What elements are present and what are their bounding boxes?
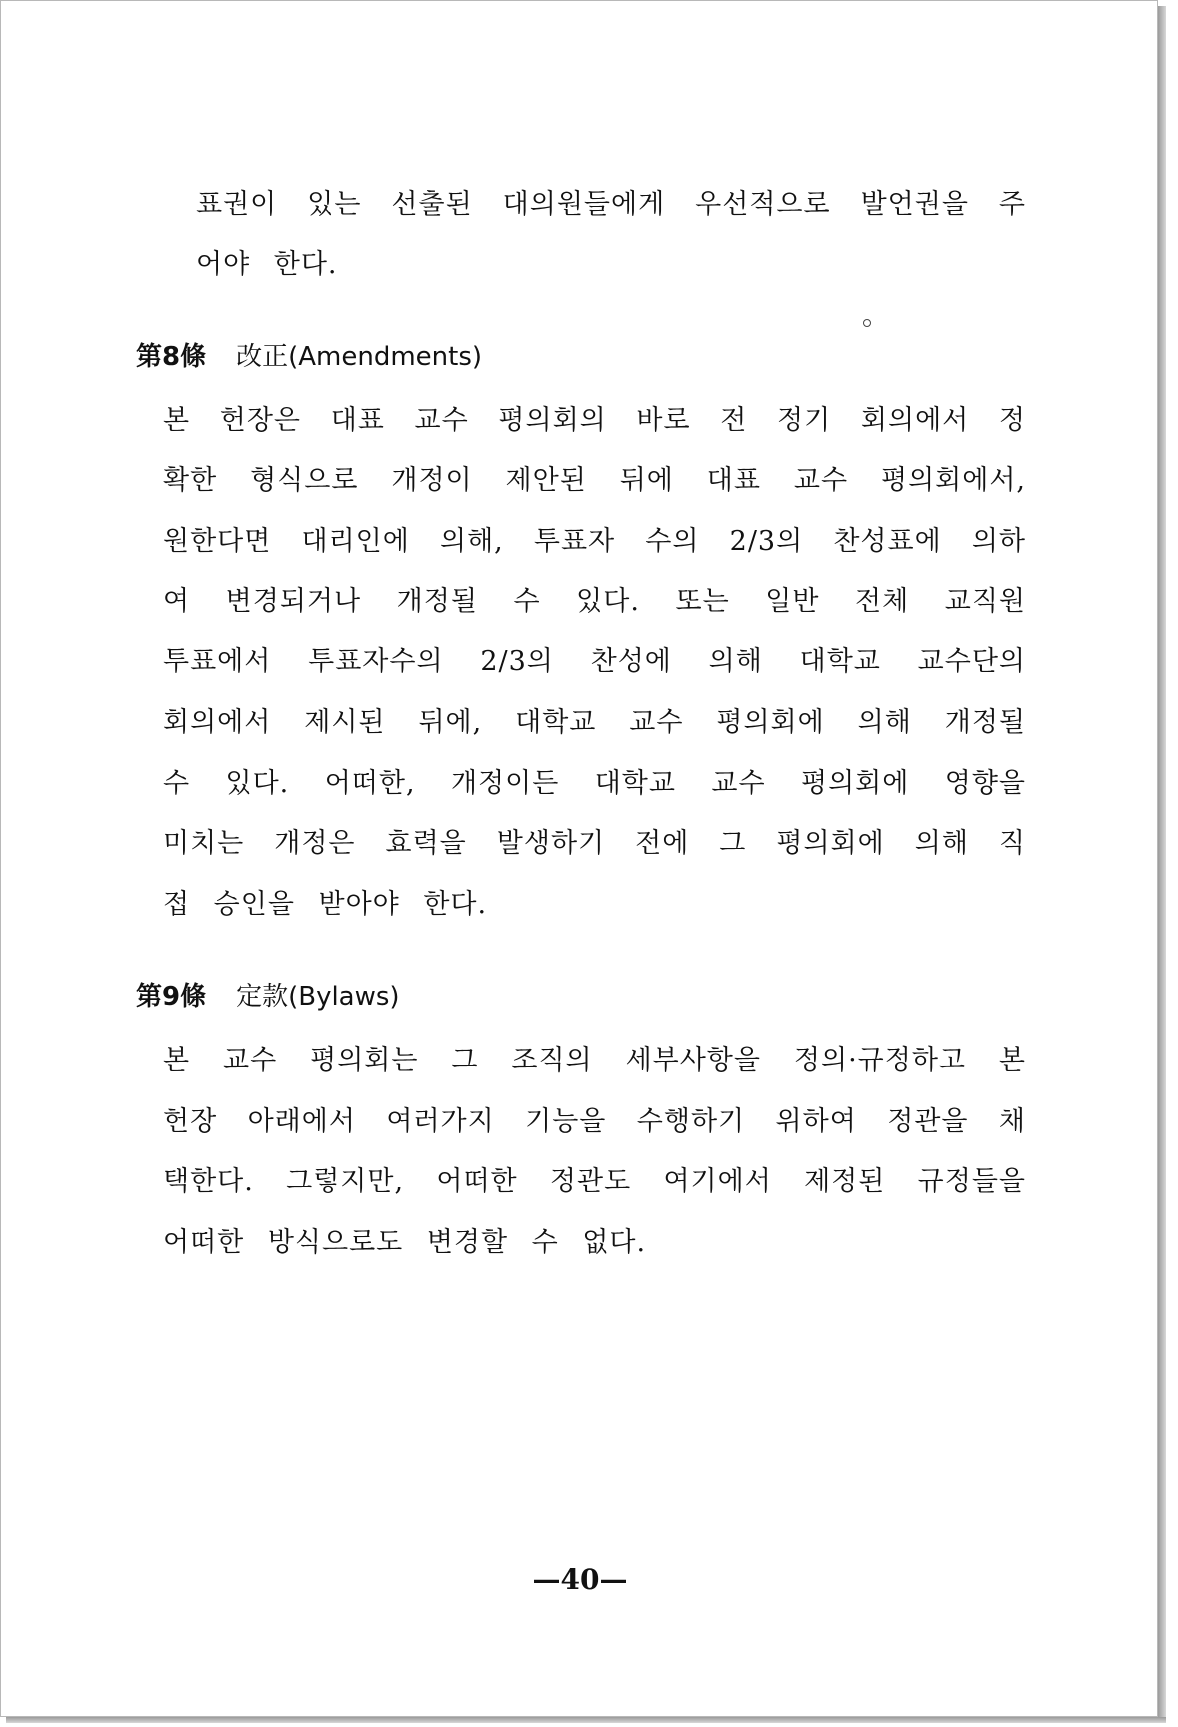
article9-line-4: 어떠한 방식으로도 변경할 수 없다. bbox=[163, 1227, 647, 1258]
article8-title: 改正(Amendments) bbox=[236, 342, 483, 372]
page-number: —40— bbox=[532, 1563, 628, 1596]
article8-heading bbox=[136, 339, 482, 375]
scan-speck bbox=[863, 319, 871, 327]
intro-line-1: 표권이 있는 선출된 대의원들에게 우선적으로 발언권을 주 bbox=[196, 189, 1026, 220]
article8-line-2: 확한 형식으로 개정이 제안된 뒤에 대표 교수 평의회에서, bbox=[163, 465, 1026, 496]
article8-line-9: 접 승인을 받아야 한다. bbox=[163, 889, 488, 920]
article8-line-3: 원한다면 대리인에 의해, 투표자 수의 2/3의 찬성표에 의하 bbox=[163, 526, 1026, 557]
article8-line-6: 회의에서 제시된 뒤에, 대학교 교수 평의회에 의해 개정될 bbox=[163, 707, 1026, 738]
page-shadow-bottom bbox=[6, 1717, 1166, 1723]
article8-line-1: 본 헌장은 대표 교수 평의회의 바로 전 정기 회의에서 정 bbox=[163, 405, 1026, 436]
article9-line-1: 본 교수 평의회는 그 조직의 세부사항을 정의·규정하고 본 bbox=[163, 1045, 1026, 1076]
article8-line-4: 여 변경되거나 개정될 수 있다. 또는 일반 전체 교직원 bbox=[163, 586, 1026, 617]
article8-line-7: 수 있다. 어떠한, 개정이든 대학교 교수 평의회에 영향을 bbox=[163, 768, 1026, 799]
article9-heading bbox=[136, 979, 400, 1015]
intro-line-2: 어야 한다. bbox=[196, 249, 338, 280]
article8-line-8: 미치는 개정은 효력을 발생하기 전에 그 평의회에 의해 직 bbox=[163, 828, 1026, 859]
article8-number: 第8條 bbox=[136, 342, 207, 372]
article8-line-5: 투표에서 투표자수의 2/3의 찬성에 의해 대학교 교수단의 bbox=[163, 646, 1026, 677]
article9-number: 第9條 bbox=[136, 982, 207, 1012]
article9-line-3: 택한다. 그렇지만, 어떠한 정관도 여기에서 제정된 규정들을 bbox=[163, 1166, 1026, 1197]
article9-title: 定款(Bylaws) bbox=[236, 982, 400, 1012]
article9-line-2: 헌장 아래에서 여러가지 기능을 수행하기 위하여 정관을 채 bbox=[163, 1106, 1026, 1137]
page-shadow-right bbox=[1158, 6, 1166, 1721]
